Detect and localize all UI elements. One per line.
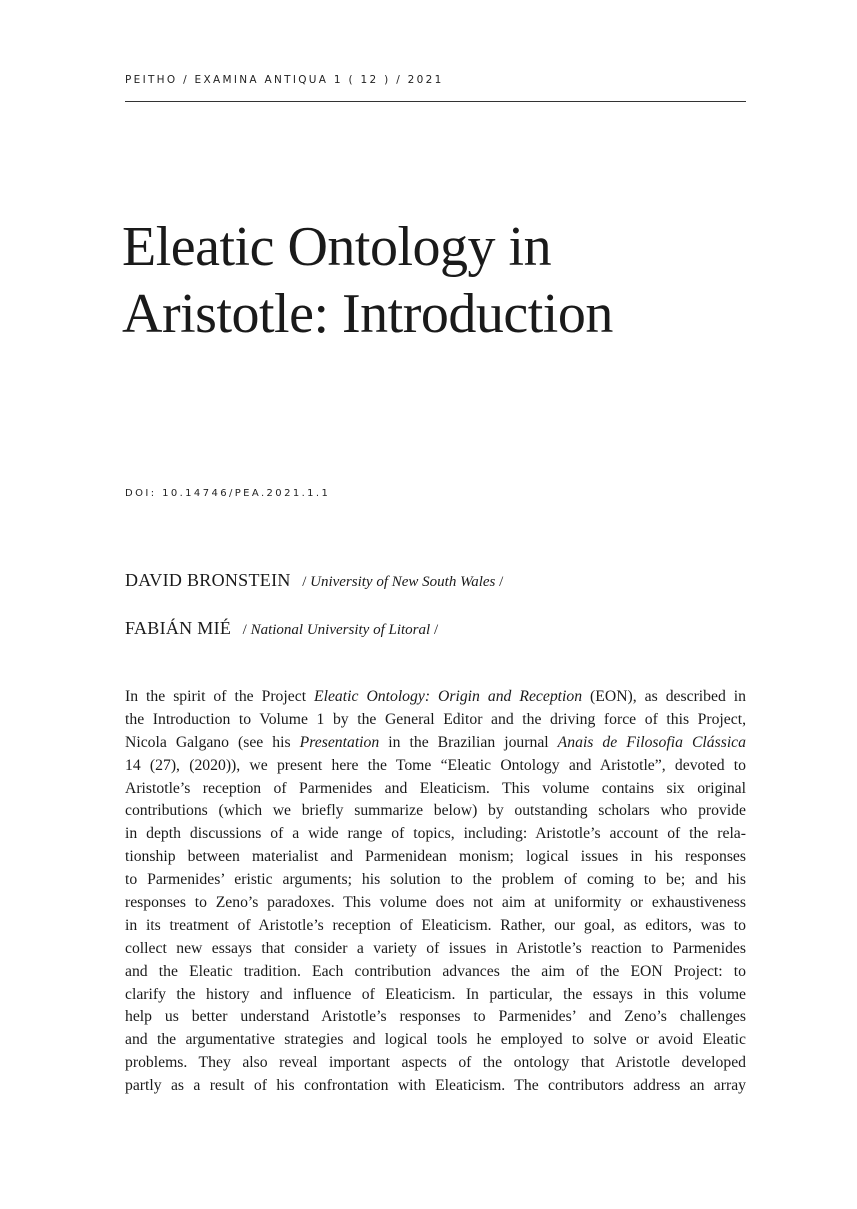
italic-run: Presentation — [299, 733, 380, 751]
body-line: partly as a result of his confrontation with Eleaticism. The contributors address an array — [125, 1077, 746, 1095]
body-line: contributions (which we briefly summarize below) by outstanding scholars who provide — [125, 802, 746, 820]
body-line: the Introduction to Volume 1 by the General Editor and the driving force of this Project, — [125, 710, 746, 728]
author-1 — [125, 570, 503, 591]
body-line: problems. They also reveal important aspects of the ontology that Aristotle developed — [125, 1054, 746, 1072]
body-line: responses to Zeno’s paradoxes. This volume does not aim at uniformity or exhaustiveness — [125, 894, 746, 912]
running-head: PEITHO / EXAMINA ANTIQUA 1 ( 12 ) / 2021 — [125, 74, 444, 86]
title-line-2: Aristotle: Introduction — [122, 283, 613, 345]
author-affiliation — [235, 622, 438, 638]
body-line — [125, 686, 746, 709]
body-paragraph — [125, 686, 746, 1098]
text-run: (EON), as described in — [582, 688, 746, 705]
body-line: and the argumentative strategies and logical tools he employed to solve or avoid Eleatic — [125, 1031, 746, 1049]
body-line: tionship between materialist and Parmenidean monism; logical issues in his responses — [125, 848, 746, 866]
italic-run: Eleatic Ontology: Origin and Reception — [314, 688, 583, 705]
author-affiliation — [295, 574, 504, 590]
header-rule — [125, 101, 746, 102]
text-run: In the spirit of the Project — [125, 688, 315, 705]
title-line-1: Eleatic Ontology in — [122, 216, 552, 278]
author-2 — [125, 618, 438, 639]
separator: / — [242, 622, 247, 638]
body-line: clarify the history and influence of Eleaticism. In particular, the essays in this volume — [125, 985, 746, 1003]
body-line: to Parmenides’ eristic arguments; his solution to the problem of coming to be; and his — [125, 871, 746, 889]
affiliation-text: University of New South Wales — [310, 574, 496, 590]
italic-run: Anais de Filosofia Clássica — [557, 733, 746, 751]
body-line: in depth discussions of a wide range of topics, including: Aristotle’s account of the rela- — [125, 825, 746, 843]
body-line: in its treatment of Aristotle’s reception of Eleaticism. Rather, our goal, as editors, was to — [125, 916, 746, 934]
affiliation-text: National University of Litoral — [250, 622, 431, 638]
body-line: 14 (27), (2020)), we present here the Tome “Eleatic Ontology and Aristotle”, devoted to — [125, 756, 746, 774]
separator: / — [433, 622, 439, 638]
separator: / — [302, 574, 307, 590]
body-line: collect new essays that consider a variety of issues in Aristotle’s reaction to Parmenides — [125, 939, 746, 957]
text-run: Nicola Galgano (see his — [125, 733, 300, 751]
text-run: in the Brazilian journal — [379, 733, 558, 751]
author-name: DAVID BRONSTEIN — [125, 570, 291, 590]
doi: DOI: 10.14746/PEA.2021.1.1 — [125, 488, 331, 499]
body-line: help us better understand Aristotle’s responses to Parmenides’ and Zeno’s challenges — [125, 1008, 746, 1026]
body-line: Aristotle’s reception of Parmenides and Eleaticism. This volume contains six original — [125, 779, 746, 797]
separator: / — [499, 574, 504, 590]
author-name: FABIÁN MIÉ — [125, 618, 232, 638]
body-line: and the Eleatic tradition. Each contribution advances the aim of the EON Project: to — [125, 962, 746, 980]
article-title — [122, 214, 762, 348]
body-line — [125, 732, 746, 755]
